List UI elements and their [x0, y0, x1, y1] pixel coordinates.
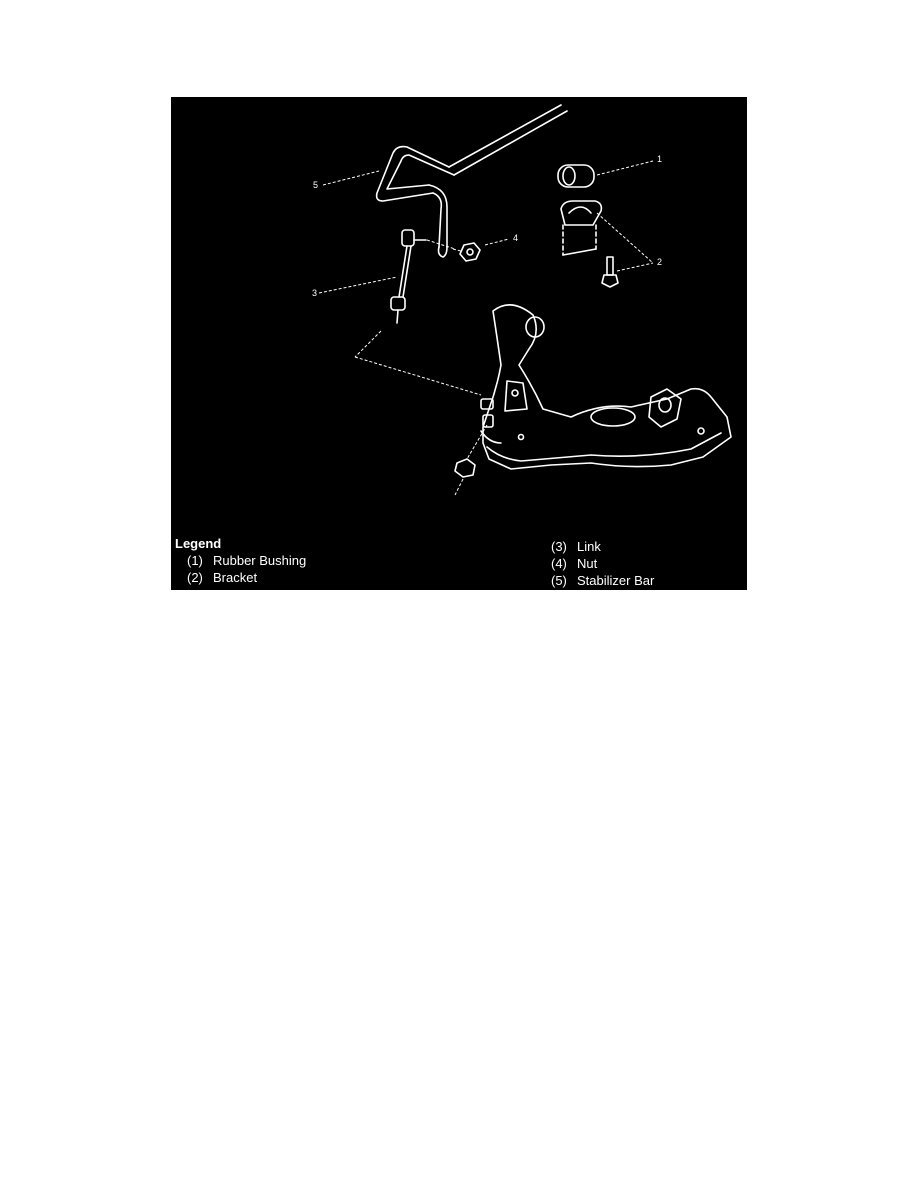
callout-5: 5 [313, 180, 319, 190]
control-arm-drawing [481, 305, 731, 469]
legend-item-label: Link [577, 539, 601, 554]
legend-item-number: (3) [551, 539, 567, 554]
rubber-bushing-drawing [558, 165, 594, 187]
callout-1: 1 [657, 154, 663, 164]
callout-2: 2 [657, 257, 663, 267]
legend-item-link [551, 539, 601, 554]
diagram-figure [171, 97, 747, 590]
legend-item-number: (2) [187, 570, 203, 585]
legend-item-nut [551, 556, 597, 571]
lower-nut-drawing [455, 459, 475, 477]
callout-3: 3 [312, 288, 318, 298]
link-drawing [391, 230, 426, 323]
legend-item-label: Stabilizer Bar [577, 573, 655, 588]
bracket-drawing [561, 201, 618, 287]
legend-item-rubber-bushing [187, 553, 306, 568]
stabilizer-illustration [171, 97, 747, 590]
legend-item-bracket [187, 570, 257, 585]
nut-drawing [460, 243, 480, 261]
legend-item-number: (1) [187, 553, 203, 568]
legend-item-label: Bracket [213, 570, 258, 585]
legend-item-number: (5) [551, 573, 567, 588]
stabilizer-bar-drawing [377, 105, 567, 257]
legend-item-stabilizer-bar [551, 573, 654, 588]
callout-4: 4 [513, 233, 519, 243]
legend-item-number: (4) [551, 556, 567, 571]
legend-title: Legend [175, 536, 222, 551]
legend-item-label: Nut [577, 556, 598, 571]
legend-item-label: Rubber Bushing [213, 553, 307, 568]
